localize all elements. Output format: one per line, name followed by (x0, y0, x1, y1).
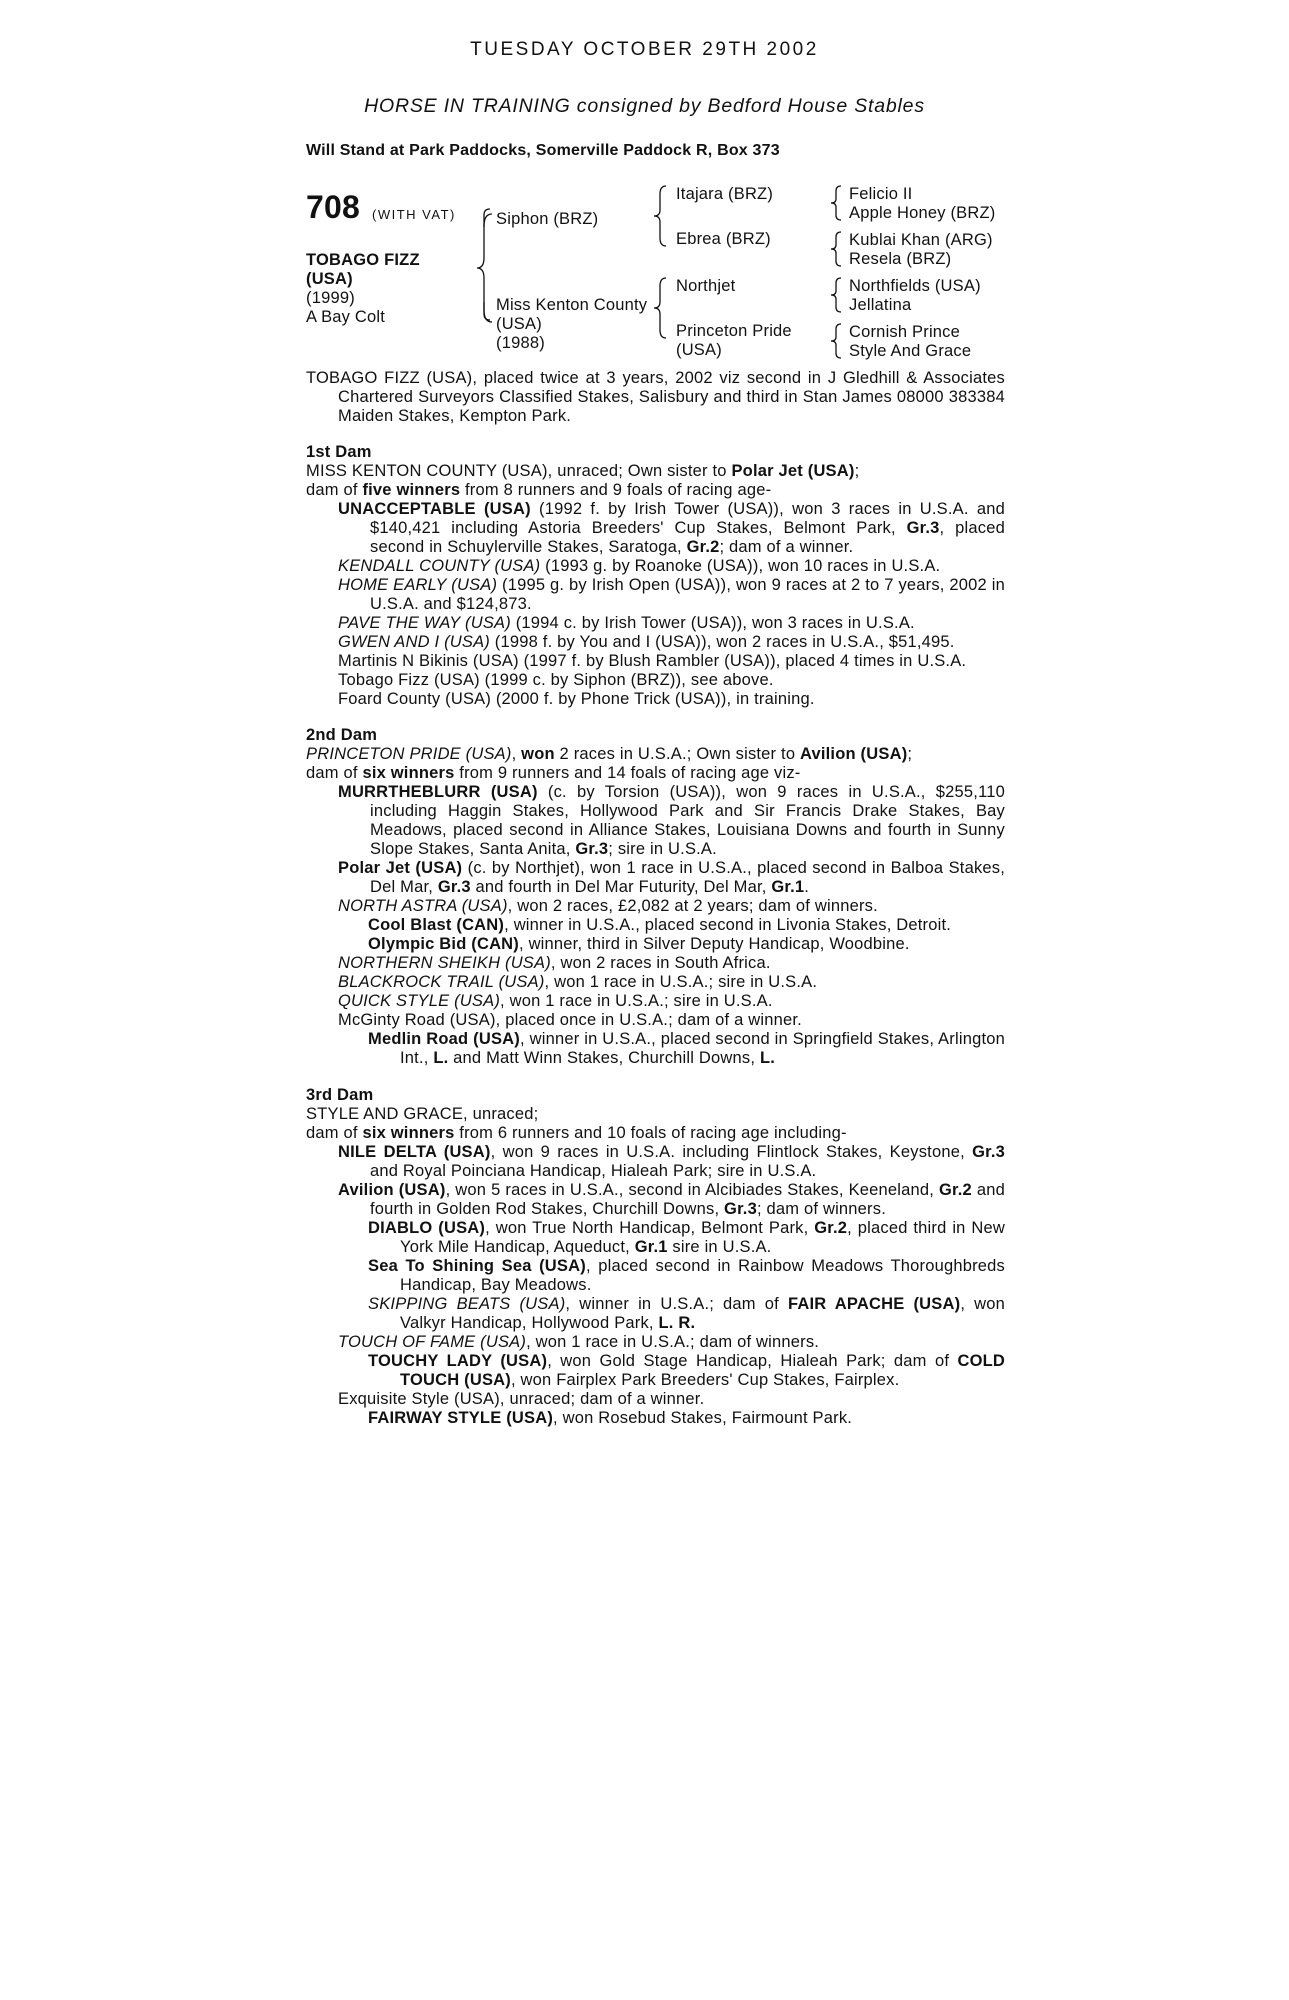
pedigree-brace-dam (652, 276, 670, 340)
dam2-entry-polar-jet: Polar Jet (USA) (c. by Northjet), won 1 race in U.S.A., placed second in Balboa Stakes, Del Mar, Gr.3 and fourth in Del Mar Futurity, Del Mar, Gr.1. (338, 859, 1006, 896)
pedigree-sire-dam: Ebrea (BRZ) (676, 230, 771, 248)
pedigree-brace-dam-bottom (478, 300, 492, 324)
dam1-entry-unacceptable: UNACCEPTABLE (USA) (1992 f. by Irish Tower (USA)), won 3 races in U.S.A. and $140,421 including Astoria Breeders' Cup Stakes, Belmont Park, Gr.3, placed second in Schuylerville Stakes, Saratoga, Gr.2; dam of a winner. (338, 500, 1006, 556)
dam3-heading: 3rd Dam (306, 1086, 374, 1104)
dam2-line1: PRINCETON PRIDE (USA), won 2 races in U.S.A.; Own sister to Avilion (USA); (306, 745, 913, 763)
dam3-entry-diablo: DIABLO (USA), won True North Handicap, Belmont Park, Gr.2, placed third in New York Mile Handicap, Aqueduct, Gr.1 sire in U.S.A. (368, 1219, 1005, 1256)
dam2-line2: dam of six winners from 9 runners and 14 foals of racing age viz- (306, 764, 801, 782)
dam3-entry-skipping-beats: SKIPPING BEATS (USA), winner in U.S.A.; dam of FAIR APACHE (USA), won Valkyr Handicap, Hollywood Park, L. R. (368, 1295, 1006, 1332)
pedigree-g5: Northfields (USA) (849, 277, 981, 295)
dam2-entry-north-astra: NORTH ASTRA (USA), won 2 races, £2,082 at 2 years; dam of winners. (338, 897, 878, 915)
dam3-entry-avilion: Avilion (USA), won 5 races in U.S.A., second in Alcibiades Stakes, Keeneland, Gr.2 and fourth in Golden Rod Stakes, Churchill Downs, Gr.3; dam of winners. (338, 1181, 1005, 1218)
pedigree-dam-sire: Northjet (676, 277, 736, 295)
pedigree-g7: Cornish Prince (849, 323, 961, 341)
dam3-line2: dam of six winners from 6 runners and 10 foals of racing age including- (306, 1124, 847, 1142)
sale-date: TUESDAY OCTOBER 29TH 2002 (470, 39, 819, 60)
stand-location: Will Stand at Park Paddocks, Somerville Paddock R, Box 373 (306, 142, 780, 159)
pedigree-sire: Siphon (BRZ) (496, 210, 599, 228)
dam1-entry-gwen: GWEN AND I (USA) (1998 f. by You and I (USA)), won 2 races in U.S.A., $51,495. (338, 633, 955, 651)
dam2-entry-cool-blast: Cool Blast (CAN), winner in U.S.A., placed second in Livonia Stakes, Detroit. (368, 916, 952, 934)
dam1-entry-tobago: Tobago Fizz (USA) (1999 c. by Siphon (BRZ)), see above. (338, 671, 774, 689)
pedigree-dam-line2: (USA) (496, 315, 542, 333)
dam2-entry-blackrock: BLACKROCK TRAIL (USA), won 1 race in U.S.A.; sire in U.S.A. (338, 973, 818, 991)
pedigree-dam-dam-line1: Princeton Pride (676, 322, 792, 340)
dam1-line1: MISS KENTON COUNTY (USA), unraced; Own sister to Polar Jet (USA); (306, 462, 860, 480)
pedigree-dam-line1: Miss Kenton County (496, 296, 648, 314)
pedigree-dam-line3: (1988) (496, 334, 545, 352)
pedigree-brace-g4 (829, 322, 843, 360)
dam2-entry-olympic-bid: Olympic Bid (CAN), winner, third in Silver Deputy Handicap, Woodbine. (368, 935, 910, 953)
dam3-entry-exquisite-style: Exquisite Style (USA), unraced; dam of a winner. (338, 1390, 705, 1408)
dam2-heading: 2nd Dam (306, 726, 378, 744)
pedigree-brace-sire-top (478, 207, 492, 229)
dam2-entry-northern-sheikh: NORTHERN SHEIKH (USA), won 2 races in South Africa. (338, 954, 771, 972)
dam3-line1: STYLE AND GRACE, unraced; (306, 1105, 539, 1123)
pedigree-g2: Apple Honey (BRZ) (849, 204, 996, 222)
dam3-entry-sea-to-shining-sea: Sea To Shining Sea (USA), placed second in Rainbow Meadows Thoroughbreds Handicap, Bay Meadows. (368, 1257, 1005, 1294)
pedigree-sire-sire: Itajara (BRZ) (676, 185, 774, 203)
dam3-entry-nile-delta: NILE DELTA (USA), won 9 races in U.S.A. including Flintlock Stakes, Keystone, Gr.3 and Royal Poinciana Handicap, Hialeah Park; sire in U.S.A. (338, 1143, 1005, 1180)
dam1-entry-foard: Foard County (USA) (2000 f. by Phone Trick (USA)), in training. (338, 690, 815, 708)
pedigree-brace-g2 (829, 230, 843, 268)
lot-number: 708 (306, 189, 360, 225)
dam1-line2: dam of five winners from 8 runners and 9 foals of racing age- (306, 481, 772, 499)
horse-description: A Bay Colt (306, 308, 386, 326)
dam1-entry-pave: PAVE THE WAY (USA) (1994 c. by Irish Tower (USA)), won 3 races in U.S.A. (338, 614, 915, 632)
pedigree-brace-g3 (829, 276, 843, 314)
horse-name-line2: (USA) (306, 270, 353, 288)
dam2-entry-quick-style: QUICK STYLE (USA), won 1 race in U.S.A.; sire in U.S.A. (338, 992, 773, 1010)
dam1-entry-kendall: KENDALL COUNTY (USA) (1993 g. by Roanoke (USA)), won 10 races in U.S.A. (338, 557, 941, 575)
horse-name-line1: TOBAGO FIZZ (306, 251, 420, 269)
vat-note: (WITH VAT) (372, 207, 456, 222)
dam2-entry-murrtheblurr: MURRTHEBLURR (USA) (c. by Torsion (USA)), won 9 races in U.S.A., $255,110 including Haggin Stakes, Hollywood Park and Sir Francis Drake Stakes, Bay Meadows, placed second in Alliance Stakes, Louisiana Downs and fourth in Sunny Slope Stakes, Santa Anita, Gr.3; sire in U.S.A. (338, 783, 1005, 858)
dam3-entry-touchy-lady: TOUCHY LADY (USA), won Gold Stage Handicap, Hialeah Park; dam of COLD TOUCH (USA), won Fairplex Park Breeders' Cup Stakes, Fairplex. (368, 1352, 1005, 1389)
pedigree-g3: Kublai Khan (ARG) (849, 231, 993, 249)
dam1-heading: 1st Dam (306, 443, 372, 461)
pedigree-brace-sire (652, 184, 670, 248)
dam2-entry-medlin: Medlin Road (USA), winner in U.S.A., placed second in Springfield Stakes, Arlington Int., L. and Matt Winn Stakes, Churchill Downs, L. (368, 1030, 1005, 1067)
pedigree-g6: Jellatina (849, 296, 912, 314)
horse-year: (1999) (306, 289, 355, 307)
dam1-entry-home-early: HOME EARLY (USA) (1995 g. by Irish Open (USA)), won 9 races at 2 to 7 years, 2002 in U.S.A. and $124,873. (338, 576, 1005, 613)
consignment-line: HORSE IN TRAINING consigned by Bedford House Stables (364, 95, 925, 117)
pedigree-g8: Style And Grace (849, 342, 972, 360)
pedigree-g4: Resela (BRZ) (849, 250, 952, 268)
pedigree-dam-dam-line2: (USA) (676, 341, 722, 359)
race-summary: TOBAGO FIZZ (USA), placed twice at 3 years, 2002 viz second in J Gledhill & Associates Chartered Surveyors Classified Stakes, Salisbury and third in Stan James 08000 383384 Maiden Stakes, Kempton Park. (306, 369, 1005, 425)
dam3-entry-touch-of-fame: TOUCH OF FAME (USA), won 1 race in U.S.A.; dam of winners. (338, 1333, 820, 1351)
pedigree-brace-g1 (829, 184, 843, 222)
dam2-entry-mcginty: McGinty Road (USA), placed once in U.S.A.; dam of a winner. (338, 1011, 802, 1029)
pedigree-g1: Felicio II (849, 185, 913, 203)
dam1-entry-martinis: Martinis N Bikinis (USA) (1997 f. by Blush Rambler (USA)), placed 4 times in U.S.A. (338, 652, 967, 670)
dam3-entry-fairway-style: FAIRWAY STYLE (USA), won Rosebud Stakes, Fairmount Park. (368, 1409, 853, 1427)
